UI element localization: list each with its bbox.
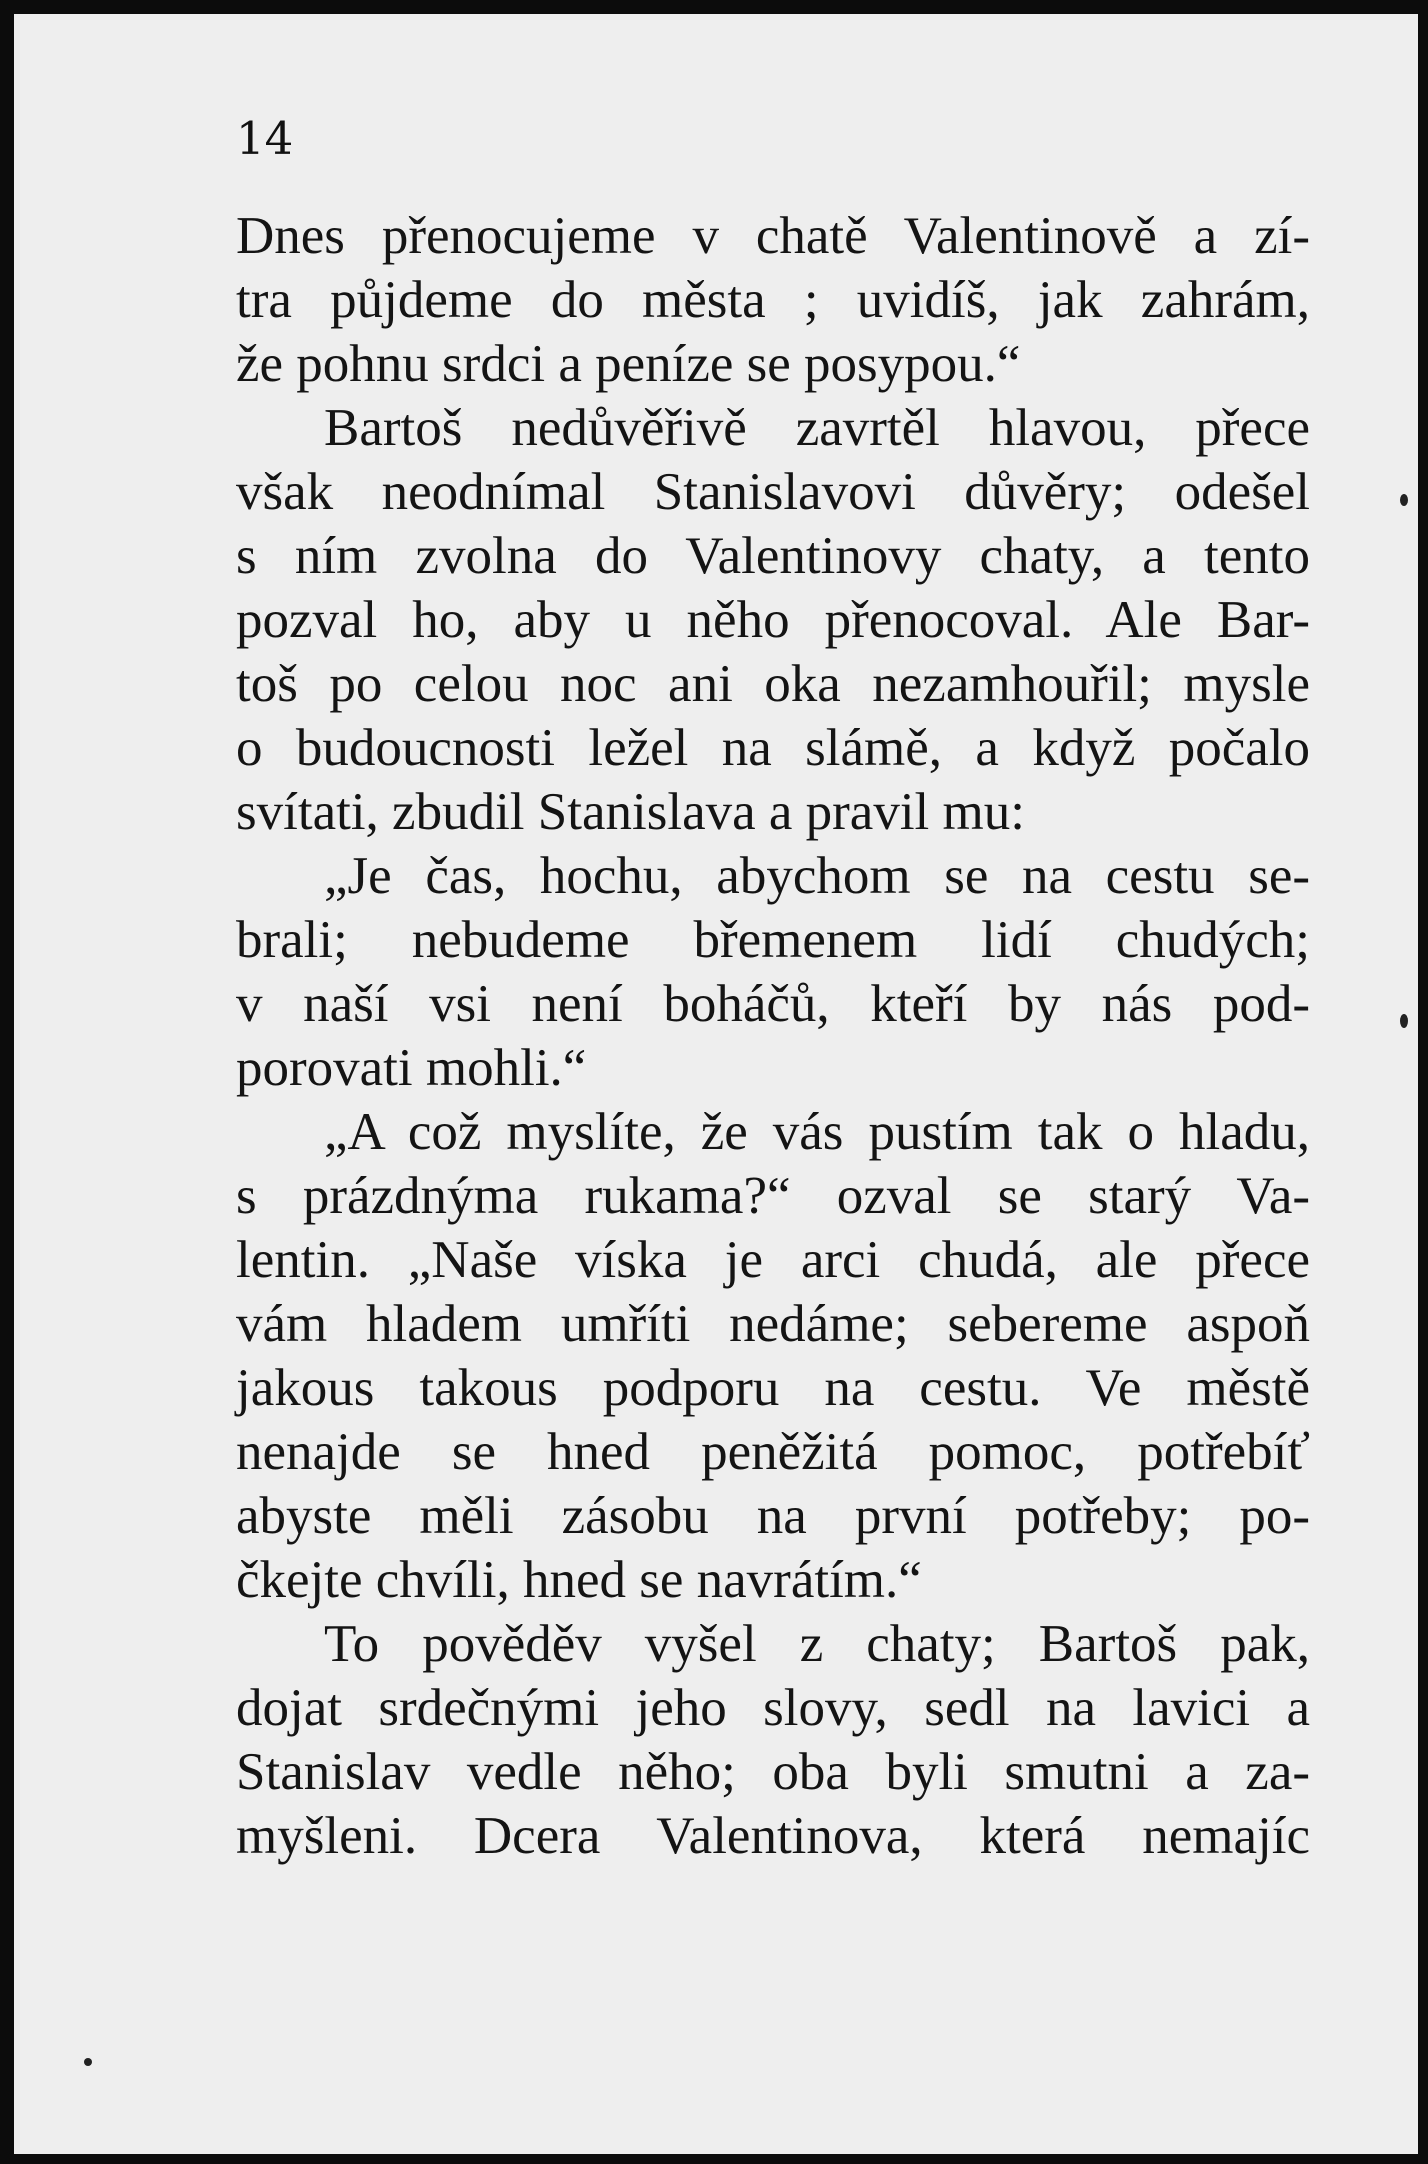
page-number: 14 — [236, 112, 294, 165]
text-line: o budoucnosti ležel na slámě, a když počalo — [236, 719, 1310, 777]
text-line: brali; nebudeme břemenem lidí chudých; — [236, 911, 1310, 969]
text-line: vám hladem umříti nedáme; sebereme aspoň — [236, 1295, 1310, 1353]
text-line: že pohnu srdci a peníze se posypou.“ — [236, 335, 1021, 393]
text-line: abyste měli zásobu na první potřeby; po- — [236, 1487, 1310, 1545]
text-line: svítati, zbudil Stanislava a pravil mu: — [236, 783, 1025, 841]
text-line: „A což myslíte, že vás pustím tak o hladu, — [324, 1103, 1310, 1161]
scan-speck — [1400, 1014, 1408, 1028]
text-line: tra půjdeme do města ; uvidíš, jak zahrám, — [236, 271, 1310, 329]
text-line: myšleni. Dcera Valentinova, která nemajíc — [236, 1807, 1310, 1865]
text-line: s ním zvolna do Valentinovy chaty, a tento — [236, 527, 1310, 585]
text-line: porovati mohli.“ — [236, 1039, 587, 1097]
text-line: To pověděv vyšel z chaty; Bartoš pak, — [324, 1615, 1310, 1673]
text-line: „Je čas, hochu, abychom se na cestu se- — [324, 847, 1310, 905]
scan-speck — [1400, 494, 1408, 506]
paper-sheet — [14, 14, 1418, 2154]
text-line: čkejte chvíli, hned se navrátím.“ — [236, 1551, 922, 1609]
text-line: Stanislav vedle něho; oba byli smutni a za- — [236, 1743, 1310, 1801]
text-line: v naší vsi není boháčů, kteří by nás pod- — [236, 975, 1310, 1033]
text-line: Dnes přenocujeme v chatě Valentinově a zí- — [236, 207, 1310, 265]
text-line: pozval ho, aby u něho přenocoval. Ale Bar- — [236, 591, 1310, 649]
text-line: s prázdnýma rukama?“ ozval se starý Va- — [236, 1167, 1310, 1225]
text-line: lentin. „Naše víska je arci chudá, ale přece — [236, 1231, 1310, 1289]
text-line: nenajde se hned peněžitá pomoc, potřebíť — [236, 1423, 1310, 1481]
text-line: však neodnímal Stanislavovi důvěry; odešel — [236, 463, 1310, 521]
scan-speck — [84, 2058, 92, 2066]
text-line: Bartoš nedůvěřivě zavrtěl hlavou, přece — [324, 399, 1310, 457]
text-line: dojat srdečnými jeho slovy, sedl na lavici a — [236, 1679, 1310, 1737]
text-line: jakous takous podporu na cestu. Ve městě — [236, 1359, 1310, 1417]
text-line: toš po celou noc ani oka nezamhouřil; mysle — [236, 655, 1310, 713]
